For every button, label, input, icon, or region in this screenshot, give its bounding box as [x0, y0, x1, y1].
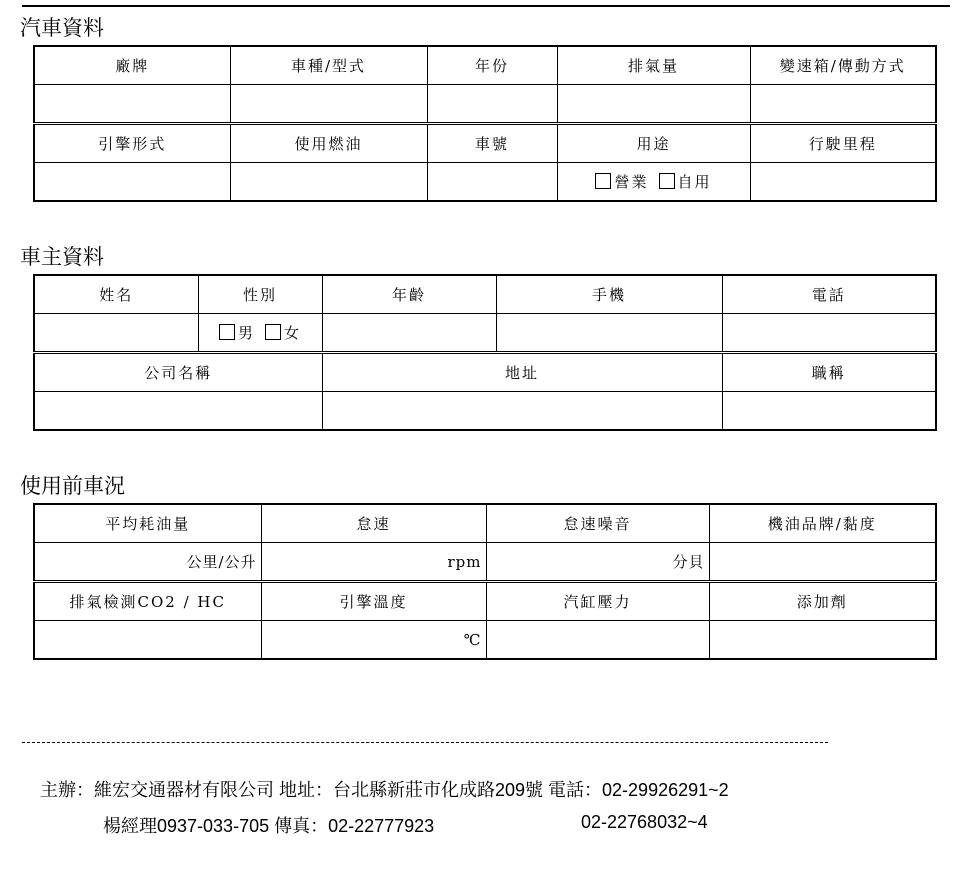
- model-header: 車種/型式: [230, 46, 427, 85]
- footer-organizer-line: 主辦：維宏交通器材有限公司 地址：台北縣新莊市化成路209號 電話：02-29926291~2: [40, 780, 729, 800]
- condition-input-row-1: [34, 543, 936, 582]
- mileage-header: 行駛里程: [750, 124, 936, 163]
- temp-unit: ℃: [463, 630, 482, 649]
- condition-section-title: 使用前車況: [20, 474, 125, 498]
- private-checkbox[interactable]: [659, 173, 675, 189]
- phone-header: 電話: [722, 275, 936, 314]
- age-header: 年齡: [322, 275, 496, 314]
- idle-field[interactable]: [261, 543, 486, 582]
- company-header: 公司名稱: [34, 353, 322, 392]
- male-checkbox[interactable]: [219, 324, 235, 340]
- dashed-separator: [22, 742, 828, 743]
- usage-header: 用途: [557, 124, 750, 163]
- name-header: 姓名: [34, 275, 198, 314]
- company-field[interactable]: [34, 392, 322, 431]
- model-field[interactable]: [230, 85, 427, 124]
- name-field[interactable]: [34, 314, 198, 353]
- footer-fax-extra: 02-22768032~4: [581, 812, 708, 832]
- vehicle-section-title: 汽車資料: [20, 16, 104, 40]
- vehicle-table: [33, 45, 937, 202]
- condition-header-row-1: [34, 504, 936, 543]
- gender-male-option[interactable]: 男: [219, 324, 255, 342]
- brand-field[interactable]: [34, 85, 230, 124]
- vehicle-input-row-2: [34, 163, 936, 202]
- age-field[interactable]: [322, 314, 496, 353]
- footer-contact-line: 楊經理0937-033-705 傳真：02-22777923: [103, 816, 435, 836]
- usage-field: [557, 163, 750, 202]
- idle-unit: rpm: [447, 552, 482, 571]
- plate-header: 車號: [427, 124, 557, 163]
- idle-noise-field[interactable]: [486, 543, 709, 582]
- vehicle-input-row-1: [34, 85, 936, 124]
- condition-table: [33, 503, 937, 660]
- displacement-field[interactable]: [557, 85, 750, 124]
- year-field[interactable]: [427, 85, 557, 124]
- owner-table: [33, 274, 937, 431]
- owner-input-row-1: [34, 314, 936, 353]
- job-title-header: 職稱: [722, 353, 936, 392]
- condition-header-row-2: [34, 582, 936, 621]
- emission-field[interactable]: [34, 621, 261, 660]
- oil-brand-header: 機油品牌/黏度: [709, 504, 936, 543]
- idle-noise-unit: 分貝: [672, 553, 705, 571]
- mobile-header: 手機: [496, 275, 722, 314]
- gender-field: [198, 314, 322, 353]
- gender-female-option[interactable]: 女: [265, 324, 301, 342]
- brand-header: 廠牌: [34, 46, 230, 85]
- condition-input-row-2: [34, 621, 936, 660]
- owner-section-title: 車主資料: [20, 245, 104, 269]
- engine-type-header: 引擎形式: [34, 124, 230, 163]
- address-field[interactable]: [322, 392, 722, 431]
- fuel-header: 使用燃油: [230, 124, 427, 163]
- usage-private-option[interactable]: 自用: [659, 173, 712, 191]
- plate-field[interactable]: [427, 163, 557, 202]
- emission-header: 排氣檢測CO2 / HC: [34, 582, 261, 621]
- transmission-header: 變速箱/傳動方式: [750, 46, 936, 85]
- engine-temp-header: 引擎溫度: [261, 582, 486, 621]
- mileage-field[interactable]: [750, 163, 936, 202]
- mobile-field[interactable]: [496, 314, 722, 353]
- cylinder-pressure-header: 汽缸壓力: [486, 582, 709, 621]
- additive-field[interactable]: [709, 621, 936, 660]
- engine-temp-field[interactable]: [261, 621, 486, 660]
- owner-input-row-2: [34, 392, 936, 431]
- fuel-field[interactable]: [230, 163, 427, 202]
- owner-header-row-1: [34, 275, 936, 314]
- idle-header: 怠速: [261, 504, 486, 543]
- fuel-economy-unit: 公里/公升: [186, 553, 257, 571]
- top-rule: [22, 5, 950, 7]
- oil-brand-field[interactable]: [709, 543, 936, 582]
- female-checkbox[interactable]: [265, 324, 281, 340]
- vehicle-header-row-2: [34, 124, 936, 163]
- transmission-field[interactable]: [750, 85, 936, 124]
- vehicle-header-row-1: [34, 46, 936, 85]
- year-header: 年份: [427, 46, 557, 85]
- owner-header-row-2: [34, 353, 936, 392]
- engine-type-field[interactable]: [34, 163, 230, 202]
- additive-header: 添加劑: [709, 582, 936, 621]
- usage-commercial-option[interactable]: 營業: [595, 173, 648, 191]
- gender-header: 性別: [198, 275, 322, 314]
- displacement-header: 排氣量: [557, 46, 750, 85]
- job-title-field[interactable]: [722, 392, 936, 431]
- idle-noise-header: 怠速噪音: [486, 504, 709, 543]
- cylinder-pressure-field[interactable]: [486, 621, 709, 660]
- address-header: 地址: [322, 353, 722, 392]
- phone-field[interactable]: [722, 314, 936, 353]
- fuel-economy-header: 平均耗油量: [34, 504, 261, 543]
- fuel-economy-field[interactable]: [34, 543, 261, 582]
- commercial-checkbox[interactable]: [595, 173, 611, 189]
